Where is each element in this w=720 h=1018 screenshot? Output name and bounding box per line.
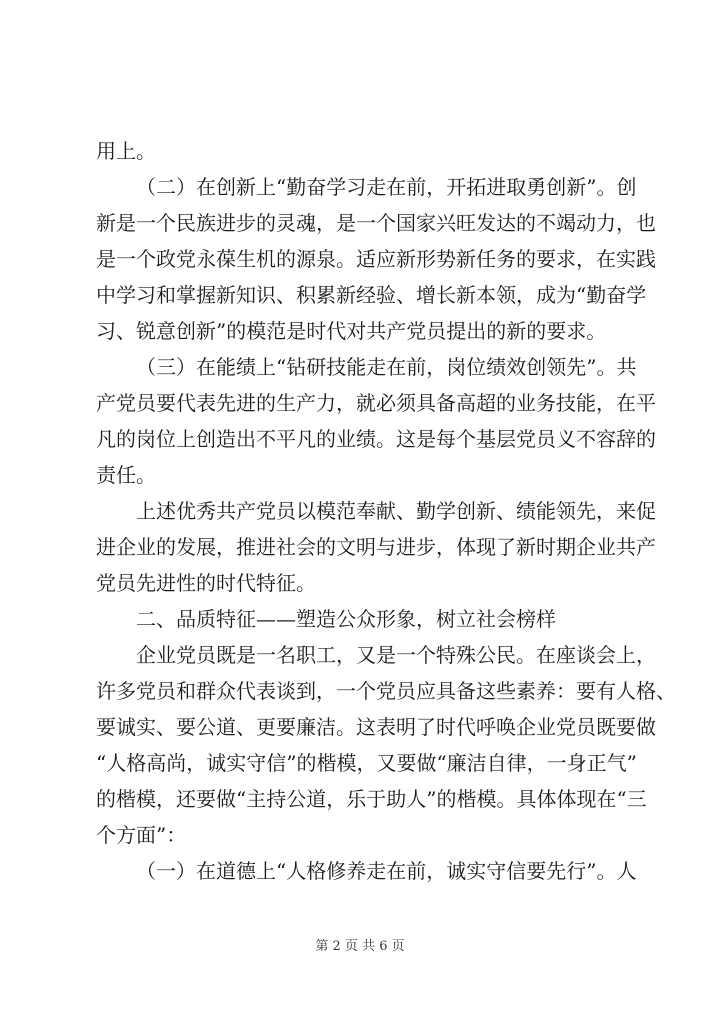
text-line: （二）在创新上“勤奋学习走在前，开拓进取勇创新”。创 (136, 175, 637, 199)
text-line: （三）在能绩上“钻研技能走在前，岗位绩效创领先”。共 (136, 355, 637, 379)
section-heading: 二、品质特征——塑造公众形象，树立社会榜样 (136, 607, 556, 631)
text-line: 上述优秀共产党员以模范奉献、勤学创新、绩能领先，来促 (136, 499, 656, 523)
text-line: 企业党员既是一名职工，又是一个特殊公民。在座谈会上， (136, 643, 656, 667)
text-line: 凡的岗位上创造出不平凡的业绩。这是每个基层党员义不容辞的 (96, 427, 656, 451)
text-line: （一）在道德上“人格修养走在前，诚实守信要先行”。人 (136, 859, 637, 883)
text-line: 要诚实、要公道、更要廉洁。这表明了时代呼唤企业党员既要做 (96, 715, 656, 739)
text-line: 许多党员和群众代表谈到，一个党员应具备这些素养：要有人格、 (96, 679, 676, 703)
text-line: 进企业的发展，推进社会的文明与进步，体现了新时期企业共产 (96, 535, 656, 559)
page-footer: 第 2 页 共 6 页 (315, 939, 405, 954)
text-line: 习、锐意创新”的模范是时代对共产党员提出的新的要求。 (96, 319, 607, 343)
text-line: 新是一个民族进步的灵魂，是一个国家兴旺发达的不竭动力，也 (96, 211, 656, 235)
text-line: 责任。 (96, 463, 156, 487)
text-line: 是一个政党永葆生机的源泉。适应新形势新任务的要求，在实践 (96, 247, 656, 271)
text-line: 用上。 (96, 139, 156, 163)
text-line: 的楷模，还要做“主持公道，乐于助人”的楷模。具体体现在“三 (96, 787, 647, 811)
text-line: 党员先进性的时代特征。 (96, 571, 316, 595)
text-line: 产党员要代表先进的生产力，就必须具备高超的业务技能，在平 (96, 391, 656, 415)
text-line: 中学习和掌握新知识、积累新经验、增长新本领，成为“勤奋学 (96, 283, 647, 307)
text-line: 个方面”： (96, 823, 187, 847)
text-line: “人格高尚，诚实守信”的楷模，又要做“廉洁自律，一身正气” (96, 751, 637, 775)
